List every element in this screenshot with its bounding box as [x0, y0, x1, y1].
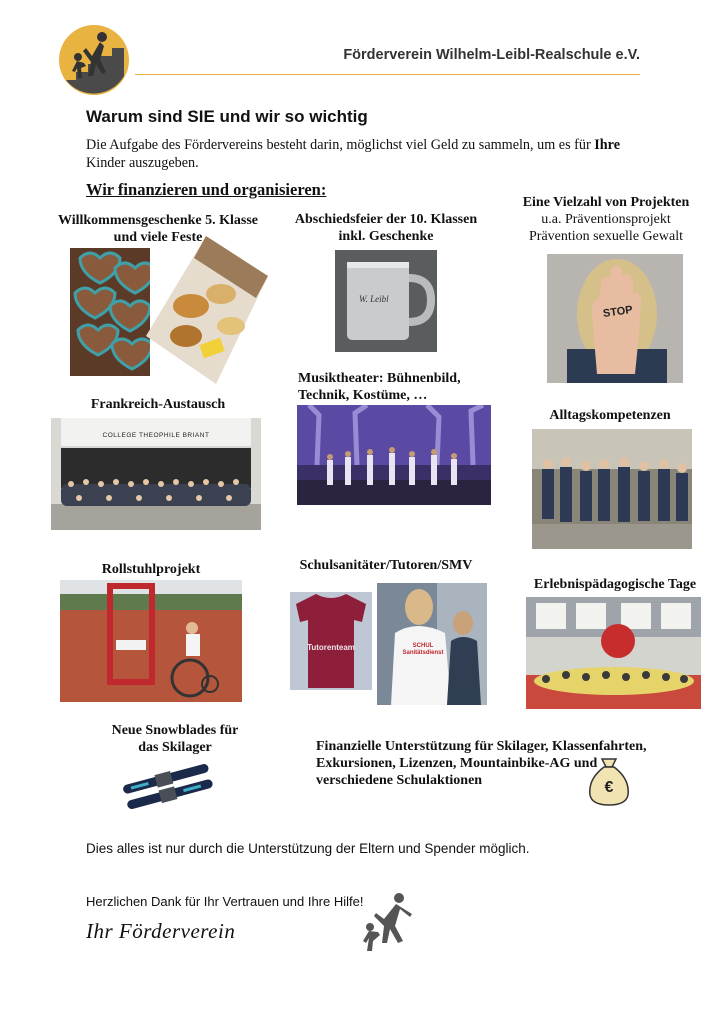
- financial-title: Finanzielle Unterstützung für Skilager, Klassenfahrten, Exkursionen, Lizenzen, Mountainbike-AG und verschiedene Schulaktionen: [316, 739, 647, 788]
- exchange-title: Frankreich-Austausch: [90, 397, 226, 412]
- snowblades-title: Neue Snowblades für das Skilager: [111, 723, 239, 755]
- euro-symbol: €: [604, 779, 614, 796]
- parent-child-silhouette-icon: [356, 891, 418, 953]
- section-heading: Wir finanzieren und organisieren:: [86, 180, 327, 199]
- kitchen-class-photo: [532, 429, 692, 549]
- projects-block: [508, 194, 704, 245]
- school-group-photo: [51, 418, 261, 530]
- parent-child-climbing-steps-icon: [58, 24, 130, 96]
- tshirt-photo: [290, 592, 372, 690]
- support-text: Dies alles ist nur durch die Unterstützung der Eltern und Spender möglich.: [86, 841, 530, 856]
- wheelchair-photo: [60, 580, 242, 702]
- projects-title: Eine Vielzahl von Projekten: [522, 195, 690, 210]
- gingerbread-hearts-photo: [70, 248, 150, 376]
- adventure-title: Erlebnispädagogische Tage: [533, 577, 697, 592]
- gym-ball-photo: [526, 597, 701, 709]
- stage-photo: [297, 405, 491, 505]
- header-rule: [135, 74, 640, 75]
- projects-line-1: u.a. Präventionsprojekt: [541, 212, 671, 227]
- logo: [58, 24, 130, 96]
- mug-photo: [335, 250, 437, 352]
- wheelchair-title: Rollstuhlprojekt: [101, 562, 201, 577]
- buffet-photo: [146, 236, 268, 384]
- medics-title: Schulsanitäter/Tutoren/SMV: [299, 558, 473, 573]
- stop-hand-photo: [547, 254, 683, 383]
- farewell-title: Abschiedsfeier der 10. Klassen inkl. Geschenke: [294, 212, 478, 244]
- intro-text: [86, 136, 656, 172]
- medic-back-photo: [377, 583, 487, 705]
- page-heading: Warum sind SIE und wir so wichtig: [86, 107, 368, 126]
- snowblades-image: [120, 762, 216, 812]
- welcome-title: Willkommensgeschenke 5. Klasse und viele Feste: [57, 213, 259, 245]
- signature: Ihr Förderverein: [86, 919, 236, 943]
- musical-title: Musiktheater: Bühnenbild, Technik, Kostüme, …: [298, 371, 461, 403]
- money-bag-euro-icon: [588, 755, 630, 807]
- medic-back-print: SCHUL Sanitätsdienst: [402, 643, 444, 656]
- college-sign: COLLEGE THEOPHILE BRIANT: [102, 432, 210, 439]
- tshirt-print: Tutorenteam: [307, 643, 355, 652]
- stop-text: STOP: [602, 303, 634, 321]
- projects-line-2: Prävention sexuelle Gewalt: [529, 229, 683, 244]
- intro-text-end: Kinder auszugeben.: [86, 155, 199, 171]
- org-name: Förderverein Wilhelm-Leibl-Realschule e.V.: [343, 47, 640, 63]
- intro-text-start: Die Aufgabe des Fördervereins besteht darin, möglichst viel Geld zu sammeln, um es für: [86, 137, 595, 153]
- thanks-text: Herzlichen Dank für Ihr Vertrauen und Ihre Hilfe!: [86, 894, 364, 909]
- everyday-title: Alltagskompetenzen: [549, 408, 671, 423]
- mug-print: W. Leibl: [359, 294, 389, 304]
- intro-text-emphasis: Ihre: [594, 137, 621, 153]
